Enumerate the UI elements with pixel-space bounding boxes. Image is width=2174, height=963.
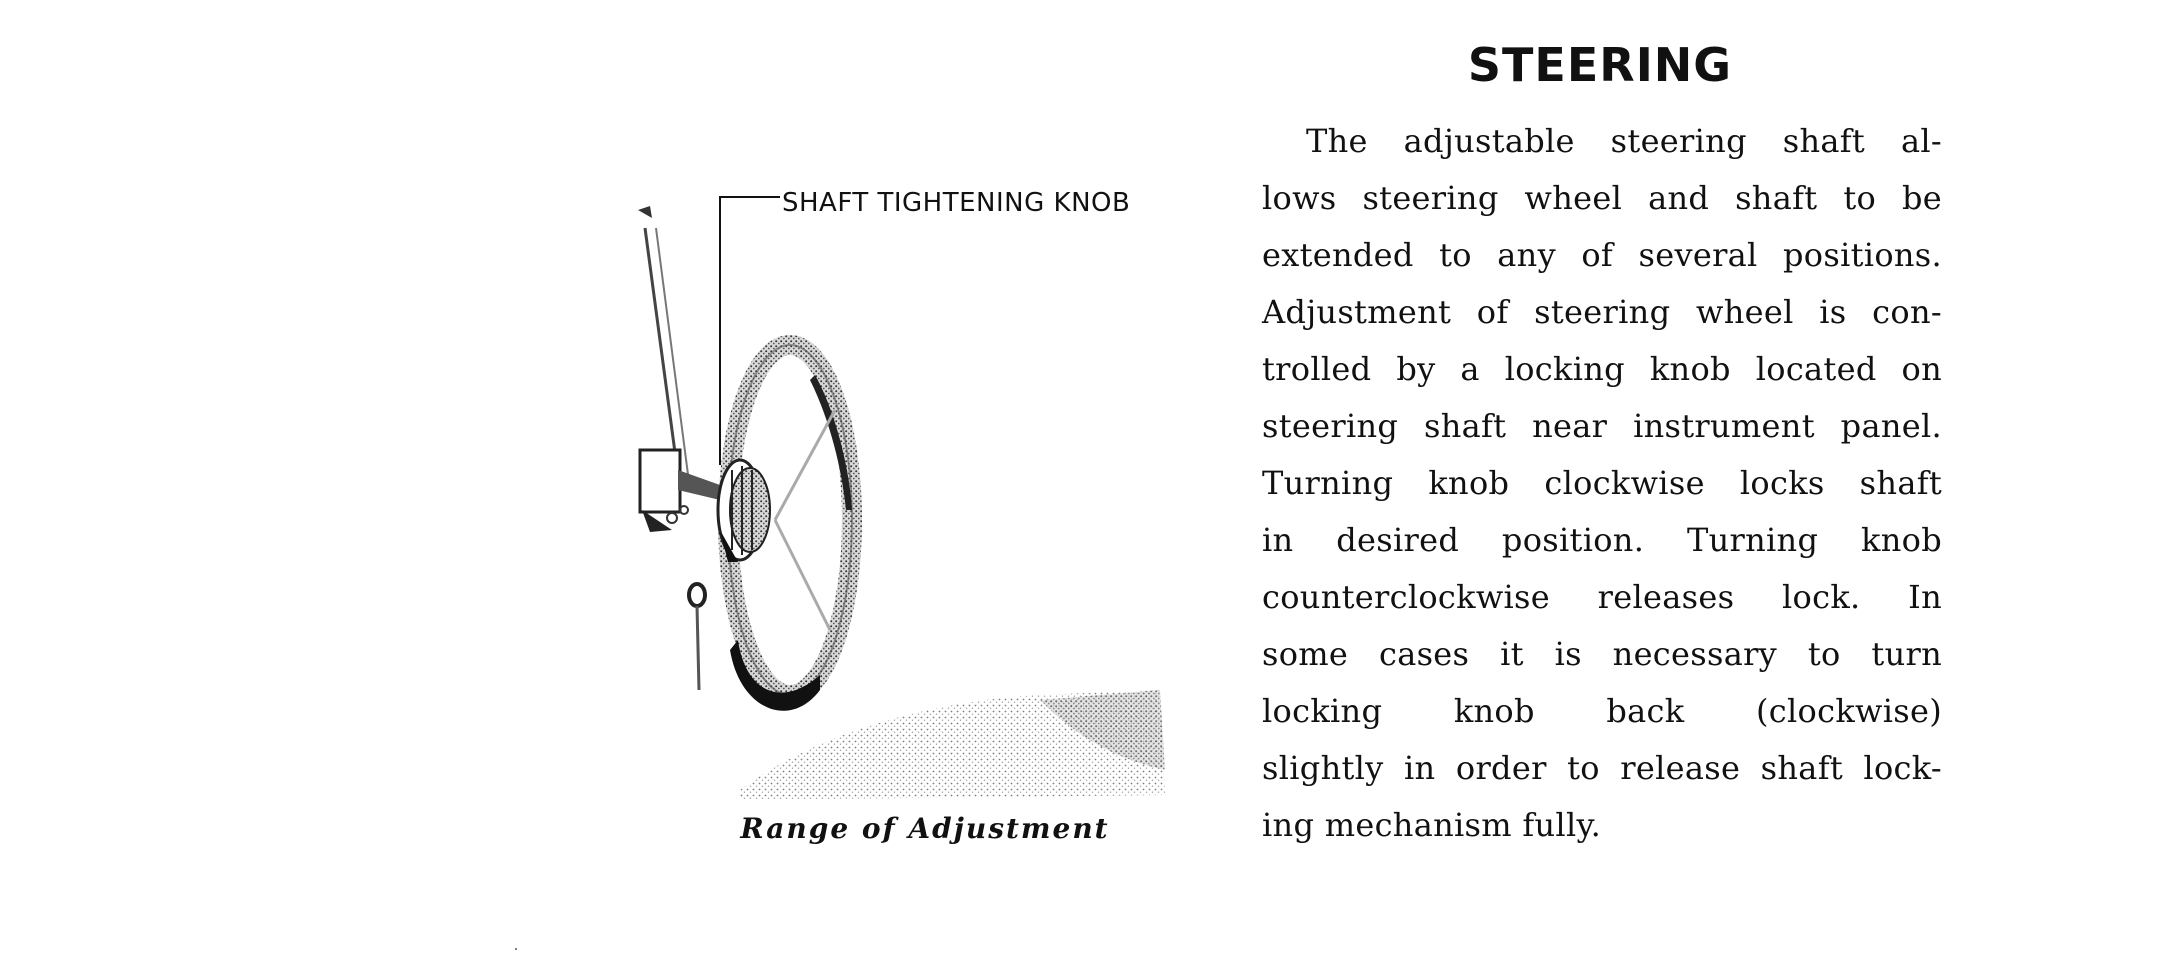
steering-figure (620, 170, 1180, 845)
paragraph-line: slightly in order to release shaft lock- (1262, 749, 1942, 787)
paragraph-line: some cases it is necessary to turn (1262, 635, 1942, 673)
figure-caption: Range of Adjustment (740, 812, 1110, 845)
paragraph-line: The adjustable steering shaft al- (1306, 122, 1942, 160)
paragraph-line: trolled by a locking knob located on (1262, 350, 1942, 388)
paragraph-line: counterclockwise releases lock. In (1262, 578, 1942, 616)
paragraph-line: locking knob back (clockwise) (1262, 692, 1942, 730)
paragraph-line: ing mechanism fully. (1262, 806, 1602, 844)
paragraph-line: extended to any of several positions. (1262, 236, 1942, 274)
callout-label: SHAFT TIGHTENING KNOB (782, 188, 1131, 218)
paragraph-line: steering shaft near instrument panel. (1262, 407, 1942, 445)
scan-speck (515, 948, 517, 950)
paragraph-line: Turning knob clockwise locks shaft (1262, 464, 1942, 502)
section-heading: STEERING (1467, 38, 1733, 92)
paragraph-line: in desired position. Turning knob (1262, 521, 1942, 559)
paragraph-line: Adjustment of steering wheel is con- (1262, 293, 1942, 331)
paragraph-line: lows steering wheel and shaft to be (1262, 179, 1942, 217)
steering-wheel-illustration (620, 170, 1180, 810)
body-paragraph (1262, 113, 1942, 854)
